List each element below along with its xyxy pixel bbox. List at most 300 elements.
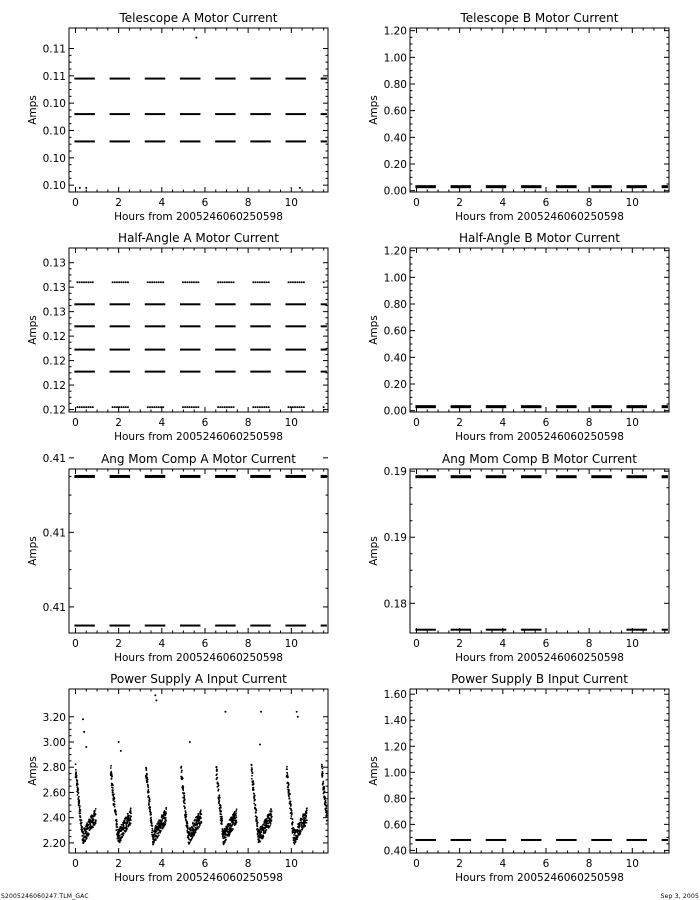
data-point [123,406,125,408]
y-tick-label: 0.60 [383,105,407,118]
data-segment [662,405,668,408]
data-segment [321,113,327,115]
data-point [90,406,92,408]
chart-panel-1 [27,11,328,223]
data-point [78,796,80,798]
data-point [326,813,328,815]
data-segment [626,405,647,408]
data-point [80,816,82,818]
data-segment [250,140,271,142]
data-point [260,831,262,833]
data-point [301,406,303,408]
data-segment [180,325,201,327]
data-segment [626,185,647,188]
data-point [296,711,298,713]
x-tick-label: 4 [158,638,166,650]
data-point [186,281,188,283]
data-point [145,768,147,770]
data-point [185,812,187,814]
y-tick-label: 0.80 [383,793,407,806]
data-point [218,785,220,787]
data-segment [591,405,612,408]
footer-date: Sep 3, 2005 [660,893,699,900]
data-point [301,281,303,283]
data-point [220,811,222,813]
data-point [182,789,184,791]
data-point [268,406,270,408]
data-point [287,776,289,778]
data-point [148,795,150,797]
data-segment [415,185,436,188]
data-point [81,829,83,831]
data-point [262,834,264,836]
data-point [200,822,202,824]
data-point [183,793,185,795]
data-point [224,406,226,408]
data-point [79,281,81,283]
data-point [291,810,293,812]
data-segment [145,325,166,327]
data-segment [215,113,236,115]
data-point [296,406,298,408]
data-point [148,791,150,793]
data-point [162,828,164,830]
data-segment [110,475,131,478]
data-point [112,795,114,797]
x-axis-label: Hours from 2005246060250598 [114,652,283,664]
data-point [257,281,259,283]
data-point [326,815,328,817]
data-point [290,804,292,806]
y-tick-label: 3.20 [42,711,66,724]
data-series [415,185,668,188]
data-point [118,832,120,834]
data-point [270,814,272,816]
data-point [78,792,80,794]
data-point [192,823,194,825]
data-point [93,819,95,821]
y-tick-label: 0.10 [42,98,66,111]
data-point [182,777,184,779]
y-tick-label: 1.20 [383,245,407,258]
data-point [114,281,116,283]
data-segment [556,405,577,408]
data-point [125,281,127,283]
data-point [116,820,118,822]
data-point [325,800,327,802]
data-point [197,828,199,830]
data-segment [250,475,271,478]
x-tick-label: 8 [244,638,252,650]
data-point [251,778,253,780]
x-tick-label: 8 [585,417,593,429]
data-point [266,818,268,820]
data-point [130,822,132,824]
data-point [232,823,234,825]
data-point [260,834,262,836]
data-segment [285,303,306,305]
data-point [123,825,125,827]
data-point [158,832,160,834]
y-tick-label: 0.19 [383,532,407,545]
data-point [161,819,163,821]
data-point [216,773,218,775]
data-segment [626,475,647,478]
data-point [82,831,84,833]
data-point [147,787,149,789]
data-point [230,406,232,408]
data-point [226,406,228,408]
data-point [149,799,151,801]
data-point [288,791,290,793]
data-point [150,812,152,814]
data-point [75,769,77,771]
data-point [158,281,160,283]
data-point [292,281,294,283]
y-tick-label: 0.12 [42,355,66,368]
x-tick-label: 4 [499,858,507,870]
data-point [95,820,97,822]
data-point [127,281,129,283]
x-tick-label: 0 [72,858,79,870]
data-point [290,808,292,810]
data-point [83,281,85,283]
data-segment [486,475,507,478]
data-point [113,793,115,795]
data-segment [321,325,327,327]
plot-frame [410,248,669,412]
x-tick-label: 2 [115,858,122,870]
footer-filename: S2005246060247.TLM_GAC [1,893,89,900]
data-point [255,281,257,283]
chart-title: Ang Mom Comp B Motor Current [442,452,637,466]
data-segment [285,325,306,327]
data-point [127,813,129,815]
data-segment [74,78,95,80]
data-point [162,281,164,283]
data-point [184,798,186,800]
x-tick-label: 0 [413,197,420,209]
x-tick-label: 6 [201,858,209,870]
y-tick-label: 2.20 [42,837,66,850]
x-tick-label: 4 [158,417,166,429]
data-point [147,779,149,781]
data-point [182,281,184,283]
y-tick-label: 0.41 [42,527,66,540]
data-point [303,406,305,408]
data-point [151,832,153,834]
data-point [226,829,228,831]
data-point [197,406,199,408]
data-point [252,406,254,408]
data-point [321,764,323,766]
data-segment [180,625,201,627]
data-segment [556,475,577,478]
data-series [74,37,327,189]
data-segment [285,78,306,80]
data-point [165,820,167,822]
data-segment [110,625,131,627]
data-point [229,833,231,835]
data-point [217,281,219,283]
data-point [287,406,289,408]
data-point [76,406,78,408]
data-segment [521,405,542,408]
data-point [83,833,85,835]
data-point [259,281,261,283]
data-point [189,281,191,283]
chart-panel-4 [368,231,669,443]
data-point [184,406,186,408]
data-point [155,699,157,701]
data-point [221,820,223,822]
data-point [220,813,222,815]
data-point [88,833,90,835]
data-point [85,746,87,748]
chart-title: Telescope B Motor Current [460,11,619,25]
data-point [153,281,155,283]
data-point [84,840,86,842]
y-tick-label: 0.60 [383,325,407,338]
data-segment [662,475,668,478]
data-point [189,842,191,844]
y-axis-label: Amps [27,95,39,125]
x-tick-label: 2 [456,638,463,650]
data-point [296,838,298,840]
data-point [216,769,218,771]
data-point [296,281,298,283]
x-tick-label: 0 [72,417,79,429]
data-point [257,833,259,835]
y-tick-label: 0.13 [42,257,66,270]
data-point [165,817,167,819]
data-point [235,820,237,822]
x-tick-label: 8 [244,858,252,870]
y-tick-label: 0.13 [42,282,66,295]
x-tick-label: 4 [158,858,166,870]
data-point [263,281,265,283]
data-point [147,406,149,408]
data-segment [486,629,507,631]
data-segment [451,185,472,188]
data-point [257,822,259,824]
y-tick-label: 0.13 [42,306,66,319]
data-segment [74,140,95,142]
data-point [267,820,269,822]
x-tick-label: 0 [413,858,420,870]
data-point [219,795,221,797]
data-point [147,785,149,787]
data-point [290,281,292,283]
data-point [290,406,292,408]
data-point [219,797,221,799]
data-point [147,781,149,783]
data-segment [110,113,131,115]
x-tick-label: 6 [201,197,209,209]
data-point [126,828,128,830]
data-segment [285,349,306,351]
data-segment [285,140,306,142]
data-segment [145,140,166,142]
data-segment [556,839,577,841]
plot-frame [69,469,328,633]
data-point [321,765,323,767]
data-point [297,716,299,718]
data-point [165,807,167,809]
x-axis-label: Hours from 2005246060250598 [455,872,624,884]
data-point [82,718,84,720]
data-point [110,771,112,773]
data-point [78,799,80,801]
y-tick-label: 1.60 [383,689,407,702]
data-segment [74,349,95,351]
data-point [78,802,80,804]
data-point [226,281,228,283]
data-point [76,777,78,779]
data-point [266,281,268,283]
data-point [153,406,155,408]
x-axis-label: Hours from 2005246060250598 [455,652,624,664]
data-point [294,281,296,283]
data-point [224,281,226,283]
x-tick-label: 2 [456,197,463,209]
data-point [83,842,85,844]
data-point [116,819,118,821]
data-point [76,775,78,777]
data-point [195,281,197,283]
data-point [256,817,258,819]
x-axis-label: Hours from 2005246060250598 [114,431,283,443]
data-point [326,820,328,822]
data-point [181,771,183,773]
y-tick-label: 0.60 [383,819,407,832]
x-tick-label: 6 [201,638,209,650]
x-tick-label: 8 [585,858,593,870]
data-segment [145,113,166,115]
data-point [120,839,122,841]
data-segment [486,839,507,841]
data-point [195,406,197,408]
data-point [118,406,120,408]
data-point [326,810,328,812]
data-segment [250,325,271,327]
data-point [292,818,294,820]
x-tick-label: 8 [244,417,252,429]
data-point [218,788,220,790]
data-point [259,744,261,746]
data-point [124,820,126,822]
data-segment [110,303,131,305]
data-point [221,823,223,825]
data-segment [451,475,472,478]
data-segment [180,78,201,80]
data-segment [74,113,95,115]
data-point [294,406,296,408]
data-point [306,819,308,821]
data-point [76,281,78,283]
data-point [235,810,237,812]
data-segment [145,303,166,305]
chart-panel-3 [27,231,328,443]
data-segment [180,349,201,351]
data-point [254,795,256,797]
x-tick-label: 10 [284,858,298,870]
data-point [150,817,152,819]
data-point [322,782,324,784]
data-point [182,406,184,408]
data-point [79,807,81,809]
data-point [115,814,117,816]
data-point [158,406,160,408]
data-point [130,812,132,814]
data-segment [285,113,306,115]
data-point [80,809,82,811]
data-point [123,281,125,283]
data-segment [215,325,236,327]
data-point [300,831,302,833]
data-segment [662,839,668,841]
data-segment [74,303,95,305]
data-point [260,711,262,713]
data-point [198,820,200,822]
plot-frame [410,28,669,192]
data-point [220,807,222,809]
data-point [119,835,121,837]
data-point [164,824,166,826]
data-point [325,805,327,807]
y-axis-label: Amps [368,95,380,125]
data-point [185,816,187,818]
data-segment [321,78,327,80]
data-segment [285,625,306,627]
data-segment [321,349,327,351]
data-point [149,281,151,283]
data-segment [110,140,131,142]
data-point [81,822,83,824]
data-series [74,475,327,627]
data-point [149,809,151,811]
y-tick-label: 0.00 [383,405,407,418]
data-point [77,794,79,796]
data-point [112,281,114,283]
y-tick-label: 0.11 [42,43,66,56]
y-tick-label: 0.40 [383,352,407,365]
x-tick-label: 6 [201,417,209,429]
data-point [193,406,195,408]
data-point [217,783,219,785]
data-segment [285,475,306,478]
data-point [218,802,220,804]
data-segment [321,625,327,627]
data-point [77,788,79,790]
data-point [184,281,186,283]
data-point [254,799,256,801]
data-point [261,281,263,283]
data-point [233,406,235,408]
data-segment [180,113,201,115]
data-point [252,787,254,789]
data-point [261,406,263,408]
data-point [85,281,87,283]
data-segment [215,371,236,373]
data-point [195,37,197,39]
data-point [195,831,197,833]
plot-frame [69,28,328,192]
data-point [118,741,120,743]
data-point [188,838,190,840]
data-point [114,806,116,808]
data-segment [451,629,472,631]
